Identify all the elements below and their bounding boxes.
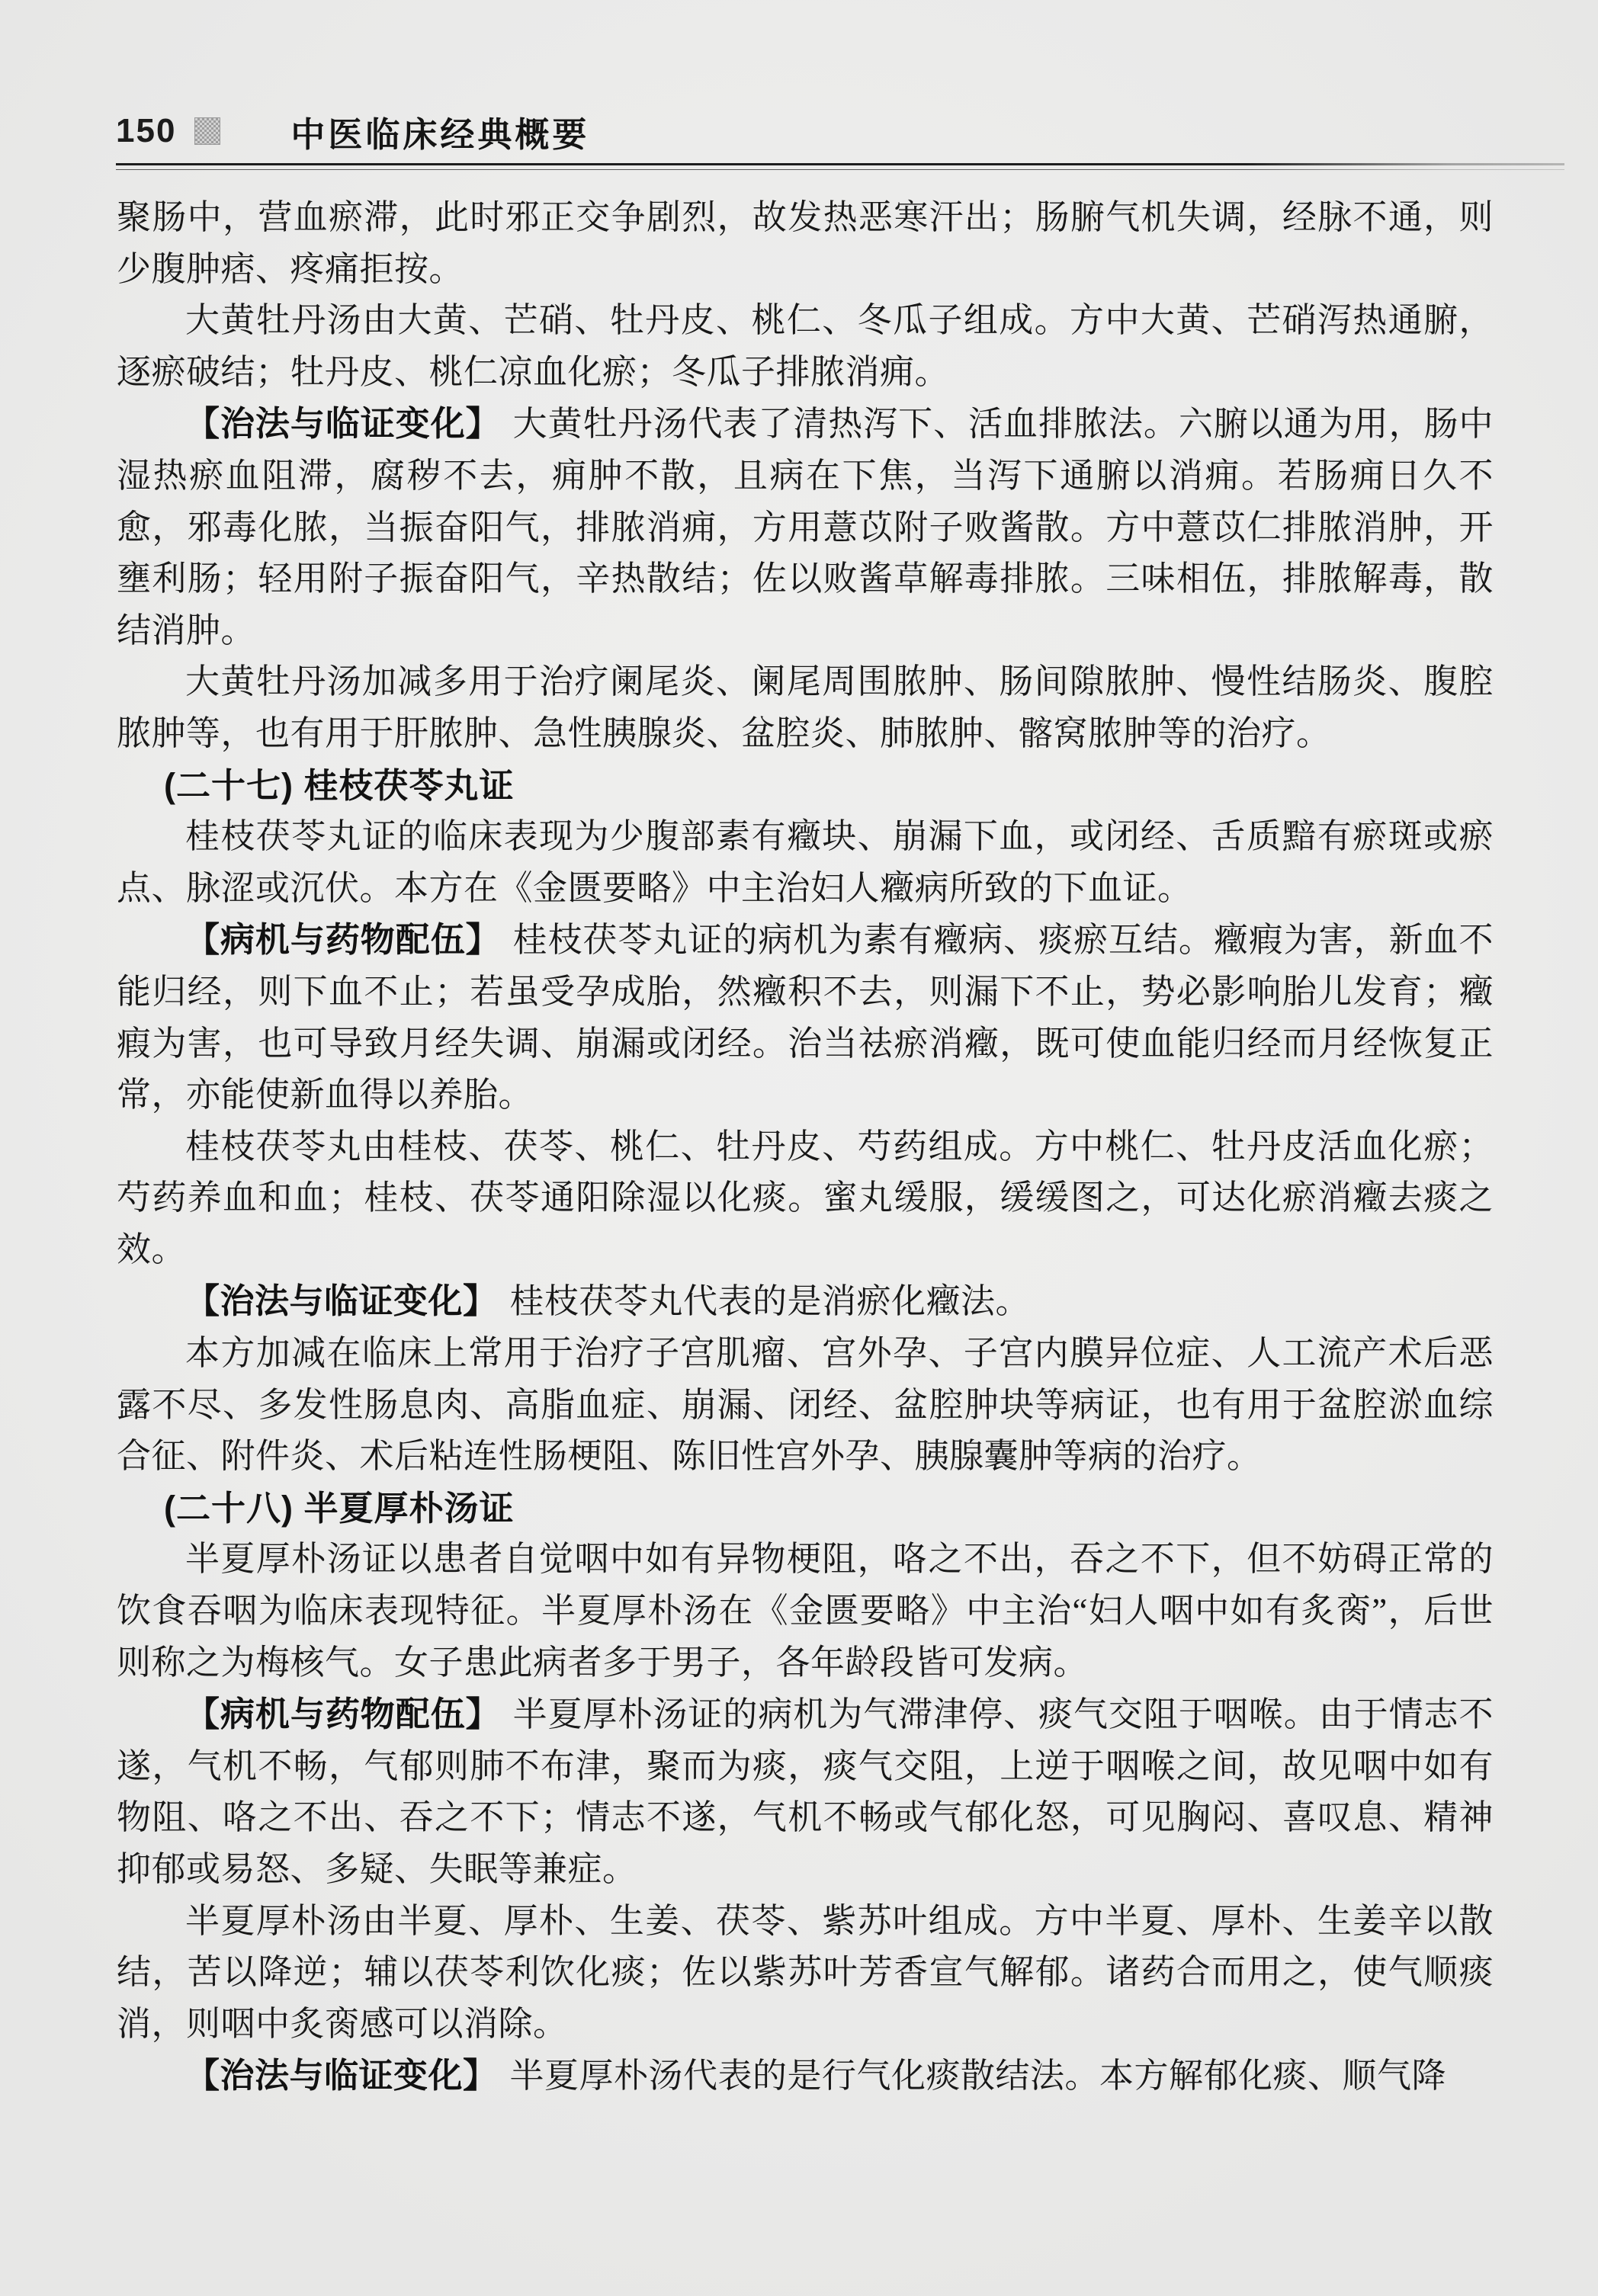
paragraph-text: 桂枝茯苓丸证的病机为素有癥病、痰瘀互结。癥瘕为害，新血不能归经，则下血不止；若虽受孕成胎，然癥积不去，则漏下不止，势必影响胎儿发育；癥瘕为害，也可导致月经失调、崩漏或闭经。治当祛瘀消癥，既可使血能归经而月经恢复正常，亦能使新血得以养胎。 xyxy=(117,921,1494,1114)
paragraph-labeled xyxy=(117,1688,1494,1895)
section-label: 【病机与药物配伍】 xyxy=(185,920,501,960)
page-number: 150 xyxy=(116,112,177,149)
section-label: 【治法与临证变化】 xyxy=(185,2056,498,2096)
paragraph: 大黄牡丹汤加减多用于治疗阑尾炎、阑尾周围脓肿、肠间隙脓肿、慢性结肠炎、腹腔脓肿等，也有用于肝脓肿、急性胰腺炎、盆腔炎、肺脓肿、髂窝脓肿等的治疗。 xyxy=(117,662,1494,752)
section-heading: (二十七) 桂枝茯苓丸证 xyxy=(164,765,515,805)
section-heading: (二十八) 半夏厚朴汤证 xyxy=(164,1488,515,1528)
paragraph: 桂枝茯苓丸由桂枝、茯苓、桃仁、牡丹皮、芍药组成。方中桃仁、牡丹皮活血化瘀；芍药养血和血；桂枝、茯苓通阳除湿以化痰。蜜丸缓服，缓缓图之，可达化瘀消癥去痰之效。 xyxy=(117,1127,1494,1268)
halftone-square-icon xyxy=(194,117,220,145)
page-content xyxy=(117,192,1494,2102)
paragraph-text: 大黄牡丹汤代表了清热泻下、活血排脓法。六腑以通为用，肠中湿热瘀血阻滞，腐秽不去，痈肿不散，且病在下焦，当泻下通腑以消痈。若肠痈日久不愈，邪毒化脓，当振奋阳气，排脓消痈，方用薏苡附子败酱散。方中薏苡仁排脓消肿，开壅利肠；轻用附子振奋阳气，辛热散结；佐以败酱草解毒排脓。三味相伍，排脓解毒，散结消肿。 xyxy=(117,405,1494,649)
paragraph-text: 半夏厚朴汤证的病机为气滞津停、痰气交阻于咽喉。由于情志不遂，气机不畅，气郁则肺不布津，聚而为痰，痰气交阻，上逆于咽喉之间，故见咽中如有物阻、咯之不出、吞之不下；情志不遂，气机不畅或气郁化怒，可见胸闷、喜叹息、精神抑郁或易怒、多疑、失眠等兼症。 xyxy=(117,1695,1494,1888)
paragraph: 本方加减在临床上常用于治疗子宫肌瘤、宫外孕、子宫内膜异位症、人工流产术后恶露不尽、多发性肠息肉、高脂血症、崩漏、闭经、盆腔肿块等病证，也有用于盆腔淤血综合征、附件炎、术后粘连性肠梗阻、陈旧性宫外孕、胰腺囊肿等病的治疗。 xyxy=(117,1334,1494,1476)
section-label: 【病机与药物配伍】 xyxy=(185,1695,501,1734)
paragraph: 半夏厚朴汤证以患者自觉咽中如有异物梗阻，咯之不出，吞之不下，但不妨碍正常的饮食吞咽为临床表现特征。半夏厚朴汤在《金匮要略》中主治“妇人咽中如有炙脔”，后世则称之为梅核气。女子患此病者多于男子，各年龄段皆可发病。 xyxy=(117,1540,1494,1682)
paragraph-continuation: 聚肠中，营血瘀滞，此时邪正交争剧烈，故发热恶寒汗出；肠腑气机失调，经脉不通，则少腹肿痞、疼痛拒按。 xyxy=(117,198,1494,288)
page-header xyxy=(116,110,1564,170)
book-title: 中医临床经典概要 xyxy=(290,114,590,154)
paragraph-labeled xyxy=(117,2050,1494,2102)
paragraph-text: 桂枝茯苓丸代表的是消瘀化癥法。 xyxy=(509,1282,1031,1321)
paragraph: 半夏厚朴汤由半夏、厚朴、生姜、茯苓、紫苏叶组成。方中半夏、厚朴、生姜辛以散结，苦以降逆；辅以茯苓利饮化痰；佐以紫苏叶芳香宣气解郁。诸药合而用之，使气顺痰消，则咽中炙脔感可以消除。 xyxy=(117,1901,1494,2043)
paragraph-labeled xyxy=(117,1275,1494,1328)
section-label: 【治法与临证变化】 xyxy=(185,1281,498,1321)
paragraph-labeled xyxy=(117,914,1494,1121)
paragraph: 大黄牡丹汤由大黄、芒硝、牡丹皮、桃仁、冬瓜子组成。方中大黄、芒硝泻热通腑，逐瘀破结；牡丹皮、桃仁凉血化瘀；冬瓜子排脓消痈。 xyxy=(117,301,1494,391)
paragraph-labeled xyxy=(117,398,1494,656)
paragraph-text: 半夏厚朴汤代表的是行气化痰散结法。本方解郁化痰、顺气降 xyxy=(509,2057,1447,2096)
header-rule xyxy=(116,163,1564,170)
paragraph: 桂枝茯苓丸证的临床表现为少腹部素有癥块、崩漏下血，或闭经、舌质黯有瘀斑或瘀点、脉涩或沉伏。本方在《金匮要略》中主治妇人癥病所致的下血证。 xyxy=(117,817,1494,907)
section-label: 【治法与临证变化】 xyxy=(185,404,501,444)
running-head xyxy=(116,110,1564,152)
